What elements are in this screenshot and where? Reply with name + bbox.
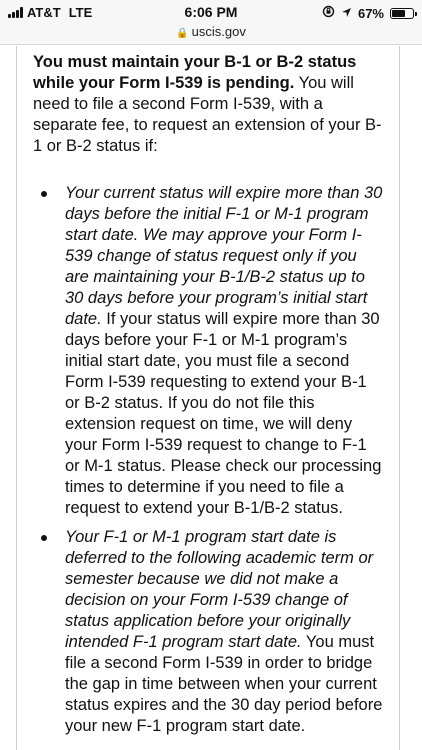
battery-fill	[392, 10, 405, 17]
location-icon	[341, 6, 352, 21]
bullet-dot	[41, 535, 47, 541]
intro-bold-text: You must maintain your B-1 or B-2 status while your Form I-539 is pending.	[33, 53, 357, 92]
bullet-dot	[41, 191, 47, 197]
list-item	[33, 527, 383, 737]
condition-list	[33, 183, 383, 737]
intro-text: You will need to file a second Form I-539, with a separate fee, to request an extension of your B-1 or B-2 status if:	[33, 74, 382, 155]
clock: 6:06 PM	[184, 4, 238, 20]
article-content	[16, 46, 400, 750]
status-icons	[322, 5, 414, 21]
battery-icon	[390, 8, 414, 19]
list-item	[33, 183, 383, 519]
lock-icon: 🔒	[176, 28, 189, 39]
list-item-italic: Your current status will expire more than 30 days before the initial F-1 or M-1 program start date. We may approve your Form I-539 change of status request only if you are maintaining your B-1/B-2 status up to 30 days before your program’s initial start date.	[65, 184, 383, 328]
url-domain: uscis.gov	[191, 24, 246, 39]
address-bar[interactable]	[0, 24, 422, 45]
list-item-text: If your status will expire more than 30 days before your F-1 or M-1 program’s initial start date, you must file a second Form I-539 requesting to extend your B-1 or B-2 status. If you do not file this extension request on time, we will deny your Form I-539 request to change to F-1 or M-1 status. Please check our processing times to determine if you need to file a request to extend your B-1/B-2 status.	[65, 310, 382, 517]
list-item-text: You must file a second Form I-539 in order to bridge the gap in time between when your current status expires and the 30 day period before your new F-1 program start date.	[65, 633, 383, 735]
status-bar	[0, 0, 422, 24]
list-item-italic: Your F-1 or M-1 program start date is deferred to the following academic term or semester because we did not make a decision on your Form I-539 change of status application before your originally intended F-1 program start date.	[65, 528, 374, 651]
orientation-lock-icon	[322, 5, 335, 21]
battery-percent: 67%	[357, 5, 384, 21]
intro-paragraph	[33, 52, 383, 157]
carrier-name: AT&T	[27, 5, 61, 20]
network-type: LTE	[68, 5, 93, 20]
